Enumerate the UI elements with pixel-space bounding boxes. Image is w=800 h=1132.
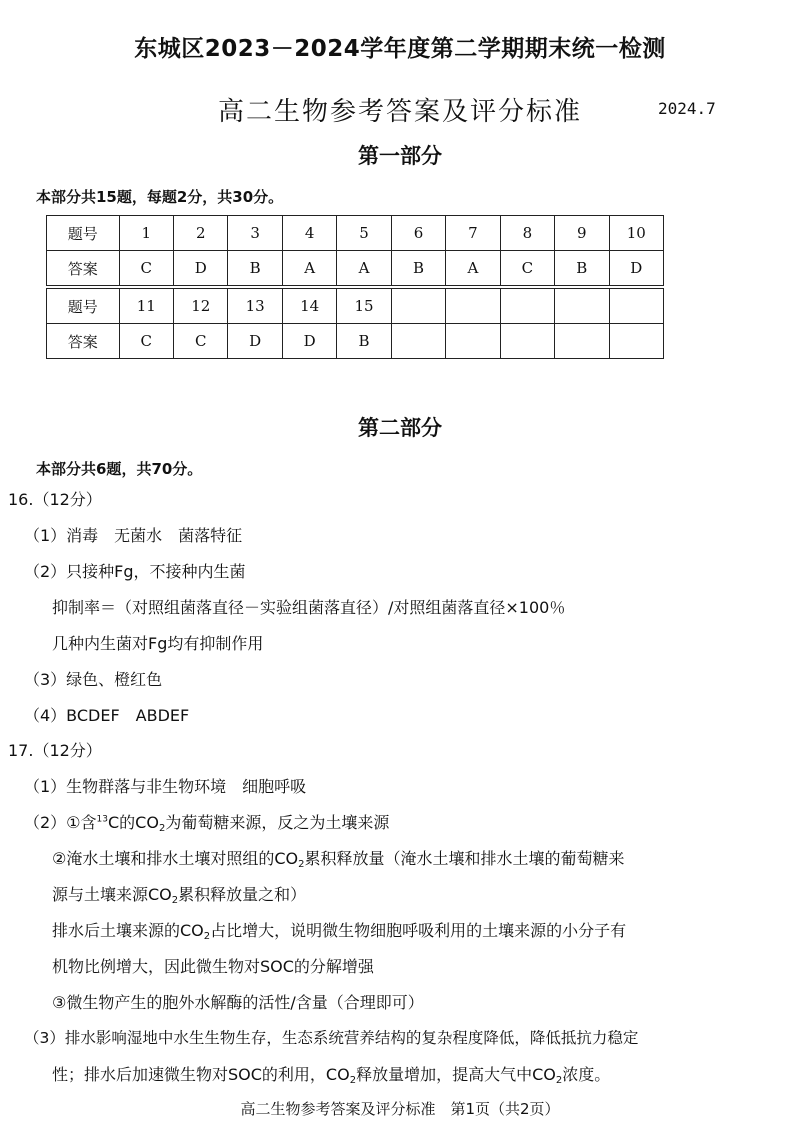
- answer-cell: A: [282, 251, 336, 286]
- answer-cell: C: [174, 324, 228, 359]
- question-number: 10: [609, 216, 663, 251]
- answer-cell: B: [555, 251, 609, 286]
- question-number: 14: [282, 289, 336, 324]
- empty-cell: [555, 324, 609, 359]
- answer-cell: C: [119, 251, 173, 286]
- q16-answer-4: （4）BCDEF ABDEF: [24, 706, 190, 725]
- empty-cell: [446, 289, 500, 324]
- answer-cell: D: [609, 251, 663, 286]
- q17-answer-1: （1）生物群落与非生物环境 细胞呼吸: [24, 777, 307, 796]
- row-label: 答案: [47, 324, 120, 359]
- part2-heading: 第二部分: [358, 416, 442, 440]
- question-number-row: [47, 289, 664, 324]
- answer-cell: D: [228, 324, 282, 359]
- answer-cell: D: [282, 324, 336, 359]
- question-17-label: 17.（12分）: [8, 741, 102, 760]
- answer-cell: C: [119, 324, 173, 359]
- q17-answer-2-2-explanation-cont: 机物比例增大，因此微生物对SOC的分解增强: [52, 957, 374, 976]
- q17-answer-2-2: ②淹水土壤和排水土壤对照组的$CO_2$累积释放量（淹水土壤和排水土壤的葡萄糖来: [52, 849, 625, 870]
- question-number: 4: [282, 216, 336, 251]
- answer-cell: B: [228, 251, 282, 286]
- answer-cell: C: [500, 251, 554, 286]
- q16-answer-3: （3）绿色、橙红色: [24, 670, 163, 689]
- answer-table-2: [46, 288, 664, 359]
- row-label: 题号: [47, 216, 120, 251]
- answer-cell: A: [337, 251, 391, 286]
- document-date: 2024.7: [658, 99, 716, 118]
- answer-cell: D: [174, 251, 228, 286]
- empty-cell: [609, 324, 663, 359]
- q16-answer-1: （1）消毒 无菌水 菌落特征: [24, 526, 243, 545]
- question-number: 1: [119, 216, 173, 251]
- q17-answer-2-1: （2）①含$^{13}$C的$CO_2$为葡萄糖来源，反之为土壤来源: [24, 813, 390, 834]
- q17-answer-2-2-cont: 源与土壤来源$CO_2$累积释放量之和）: [52, 885, 307, 906]
- q17-answer-2-3: ③微生物产生的胞外水解酶的活性/含量（合理即可）: [52, 993, 424, 1012]
- question-number: 12: [174, 289, 228, 324]
- question-number: 9: [555, 216, 609, 251]
- question-number: 3: [228, 216, 282, 251]
- question-number-row: [47, 216, 664, 251]
- answer-cell: B: [391, 251, 445, 286]
- row-label: 题号: [47, 289, 120, 324]
- answer-row: [47, 324, 664, 359]
- part2-intro: 本部分共6题，共70分。: [36, 460, 203, 478]
- document-title: 高二生物参考答案及评分标准: [217, 97, 582, 127]
- question-number: 2: [174, 216, 228, 251]
- question-number: 11: [119, 289, 173, 324]
- page-footer: 高二生物参考答案及评分标准 第1页（共2页）: [240, 1100, 560, 1118]
- empty-cell: [500, 324, 554, 359]
- part1-intro: 本部分共15题，每题2分，共30分。: [36, 188, 284, 206]
- question-number: 6: [391, 216, 445, 251]
- empty-cell: [555, 289, 609, 324]
- question-number: 15: [337, 289, 391, 324]
- empty-cell: [391, 289, 445, 324]
- answer-table-1: [46, 215, 664, 286]
- q16-answer-2-formula: 抑制率＝（对照组菌落直径－实验组菌落直径）/对照组菌落直径×100％: [52, 598, 566, 617]
- empty-cell: [391, 324, 445, 359]
- empty-cell: [609, 289, 663, 324]
- question-number: 8: [500, 216, 554, 251]
- question-number: 13: [228, 289, 282, 324]
- answer-row: [47, 251, 664, 286]
- part1-heading: 第一部分: [358, 144, 442, 168]
- question-16-label: 16.（12分）: [8, 490, 102, 509]
- question-number: 7: [446, 216, 500, 251]
- q17-answer-3: （3）排水影响湿地中水生生物生存，生态系统营养结构的复杂程度降低，降低抵抗力稳定: [24, 1029, 639, 1047]
- q16-answer-2: （2）只接种Fg，不接种内生菌: [24, 562, 246, 581]
- answer-cell: B: [337, 324, 391, 359]
- q17-answer-3-cont: 性；排水后加速微生物对SOC的利用，$CO_2$释放量增加，提高大气中$CO_2$浓度。: [52, 1065, 611, 1086]
- question-number: 5: [337, 216, 391, 251]
- row-label: 答案: [47, 251, 120, 286]
- empty-cell: [446, 324, 500, 359]
- empty-cell: [500, 289, 554, 324]
- q17-answer-2-2-explanation: 排水后土壤来源的$CO_2$占比增大，说明微生物细胞呼吸利用的土壤来源的小分子有: [52, 921, 627, 942]
- exam-title: 东城区2023－2024学年度第二学期期末统一检测: [134, 36, 666, 62]
- q16-answer-2-conclusion: 几种内生菌对Fg均有抑制作用: [52, 634, 264, 653]
- answer-cell: A: [446, 251, 500, 286]
